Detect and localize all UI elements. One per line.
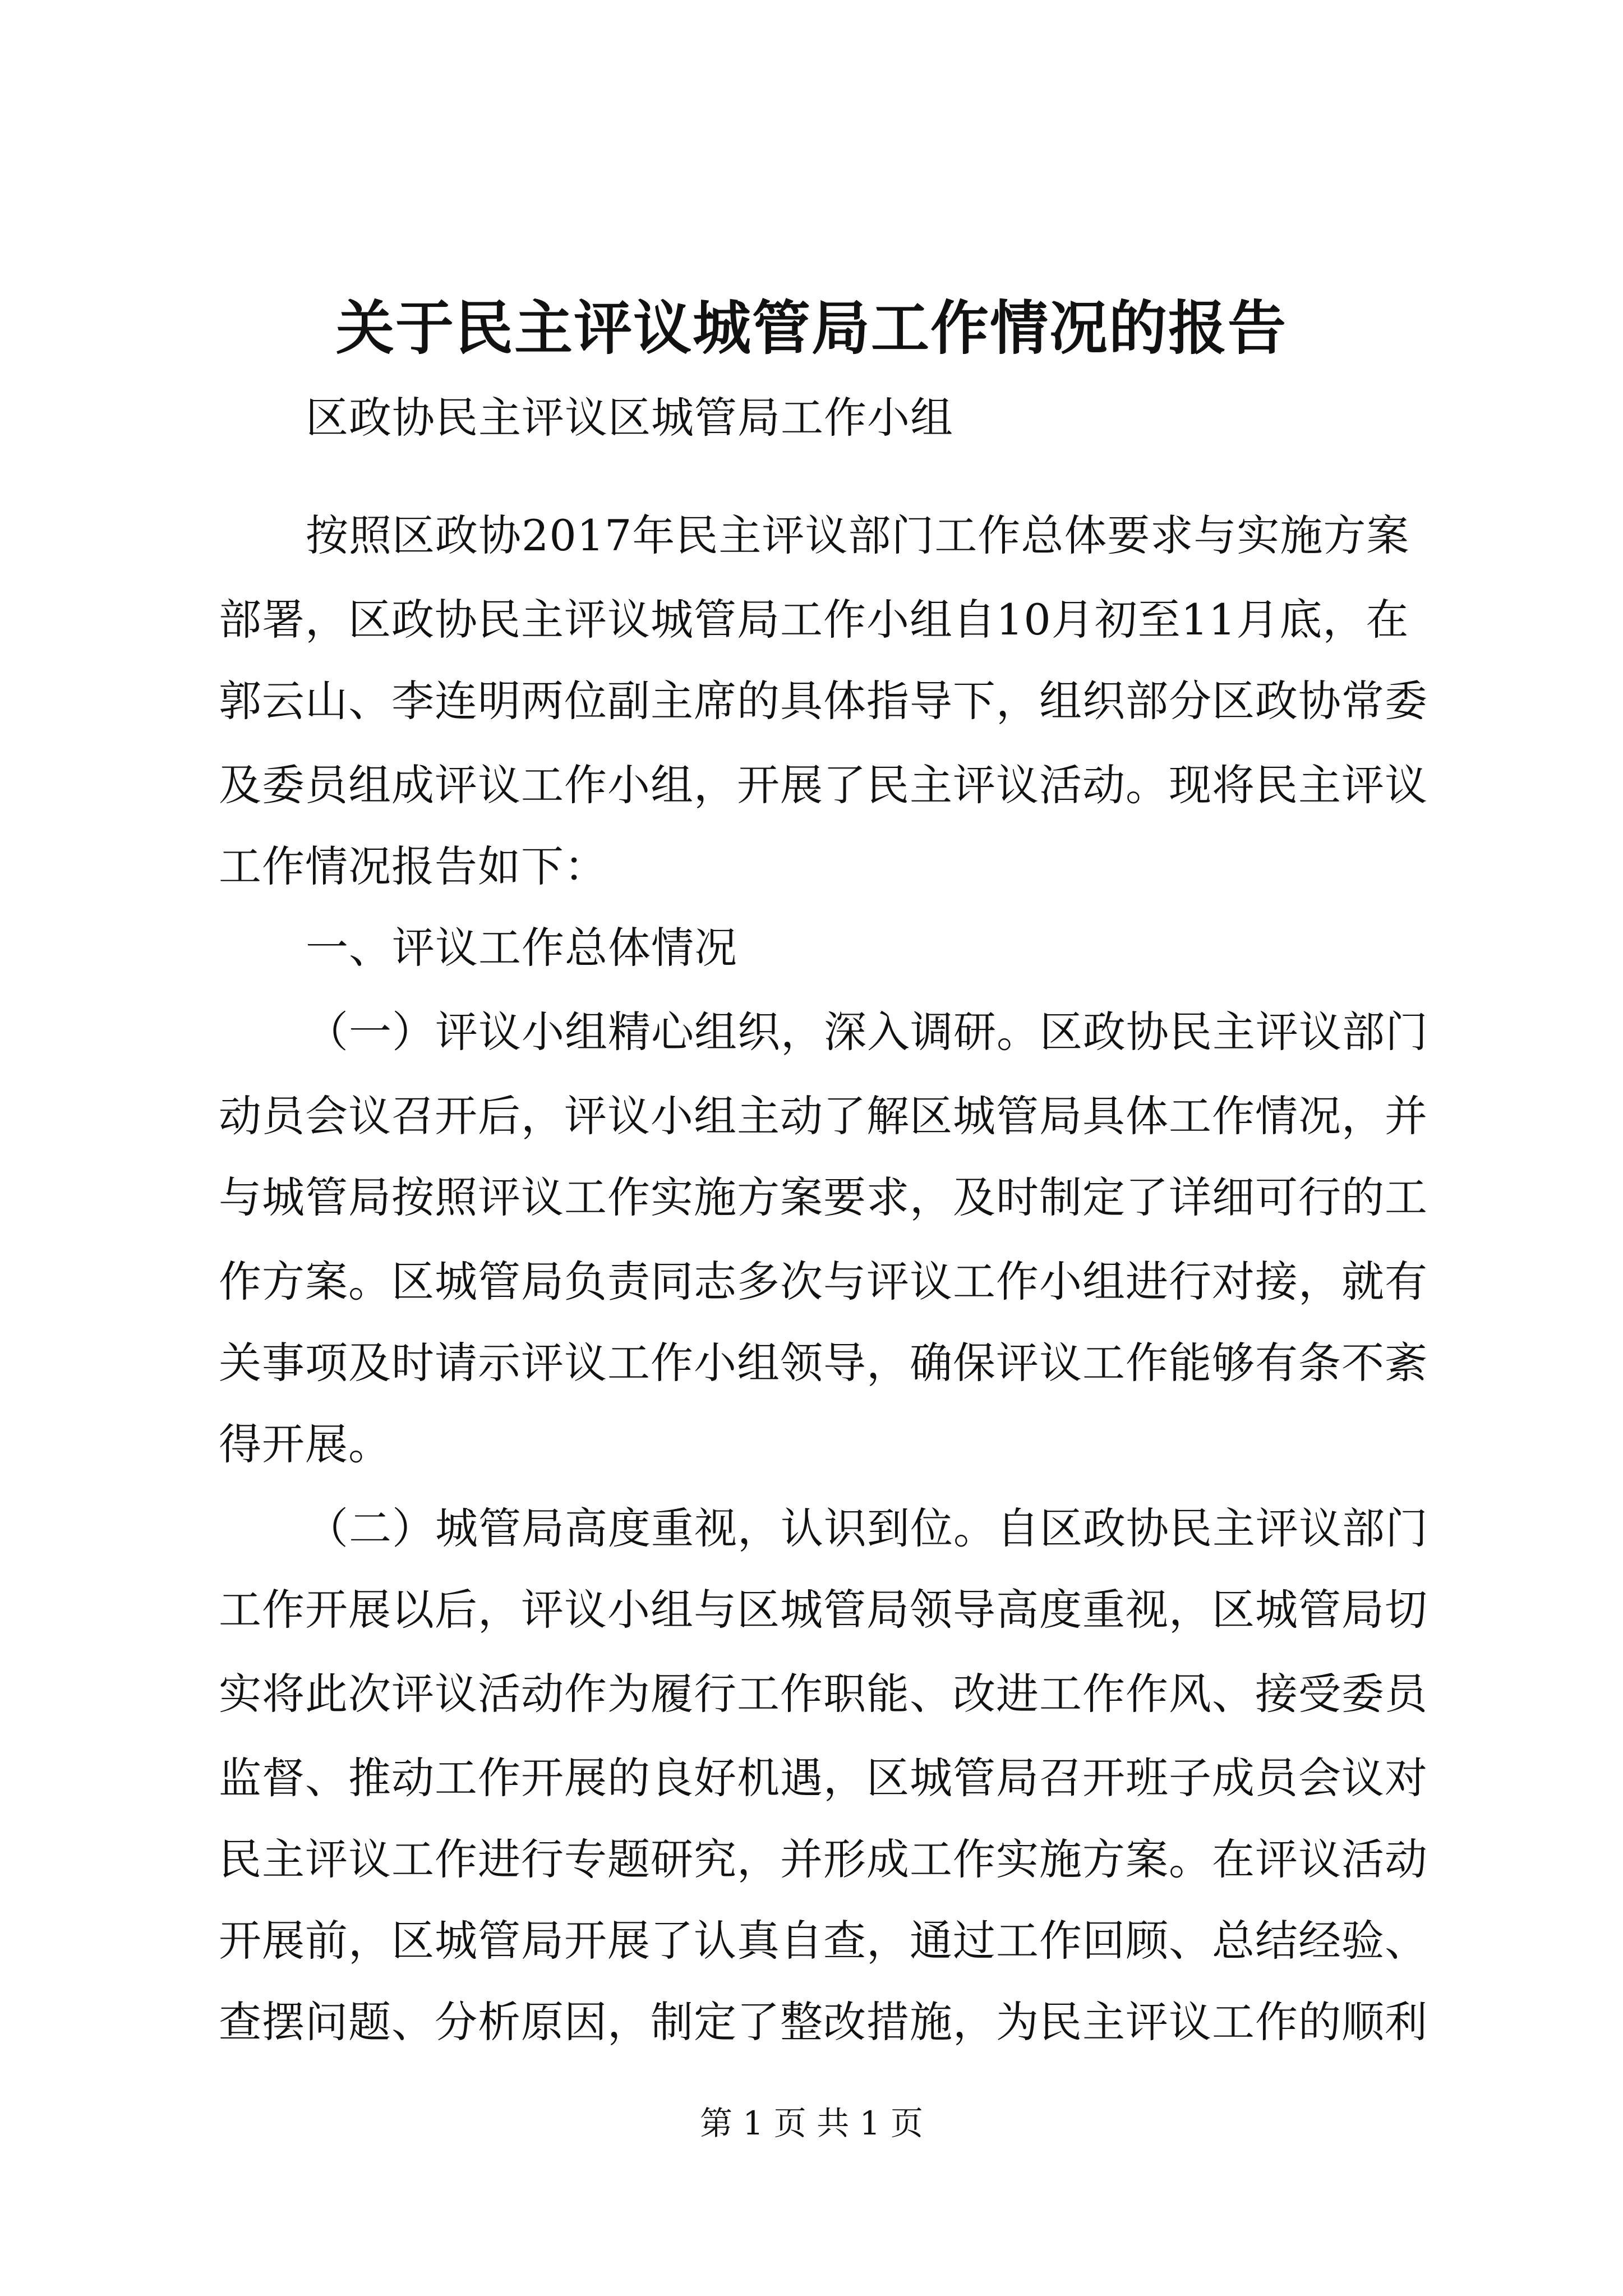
paragraph-line: 查摆问题、分析原因，制定了整改措施，为民主评议工作的顺利 <box>219 1997 1428 2047</box>
paragraph-line: 监督、推动工作开展的良好机遇，区城管局召开班子成员会议对 <box>219 1753 1428 1803</box>
paragraph-line: （二）城管局高度重视，认识到位。自区政协民主评议部门 <box>306 1503 1428 1553</box>
paragraph-line: 工作情况报告如下： <box>219 841 607 891</box>
paragraph-line: 实将此次评议活动作为履行工作职能、改进工作作风、接受委员 <box>219 1669 1428 1719</box>
author-line: 区政协民主评议区城管局工作小组 <box>306 393 953 443</box>
paragraph-line: 得开展。 <box>219 1419 391 1469</box>
paragraph-line: （一）评议小组精心组织，深入调研。区政协民主评议部门 <box>306 1007 1428 1057</box>
page-footer: 第 1 页 共 1 页 <box>700 2104 923 2142</box>
paragraph-line: 郭云山、李连明两位副主席的具体指导下，组织部分区政协常委 <box>219 676 1428 726</box>
section-heading: 一、评议工作总体情况 <box>306 923 737 973</box>
paragraph-line: 作方案。区城管局负责同志多次与评议工作小组进行对接，就有 <box>219 1257 1428 1306</box>
paragraph-line: 与城管局按照评议工作实施方案要求，及时制定了详细可行的工 <box>219 1172 1428 1222</box>
paragraph-line: 按照区政协2017年民主评议部门工作总体要求与实施方案 <box>306 510 1410 560</box>
paragraph-line: 动员会议召开后，评议小组主动了解区城管局具体工作情况，并 <box>219 1091 1428 1141</box>
paragraph-line: 工作开展以后，评议小组与区城管局领导高度重视，区城管局切 <box>219 1585 1428 1635</box>
paragraph-line: 部署，区政协民主评议城管局工作小组自10月初至11月底，在 <box>219 595 1409 645</box>
document-title: 关于民主评议城管局工作情况的报告 <box>335 293 1287 362</box>
paragraph-line: 及委员组成评议工作小组，开展了民主评议活动。现将民主评议 <box>219 760 1428 810</box>
paragraph-line: 民主评议工作进行专题研究，并形成工作实施方案。在评议活动 <box>219 1834 1428 1884</box>
paragraph-line: 关事项及时请示评议工作小组领导，确保评议工作能够有条不紊 <box>219 1338 1428 1388</box>
paragraph-line: 开展前，区城管局开展了认真自查，通过工作回顾、总结经验、 <box>219 1916 1428 1966</box>
